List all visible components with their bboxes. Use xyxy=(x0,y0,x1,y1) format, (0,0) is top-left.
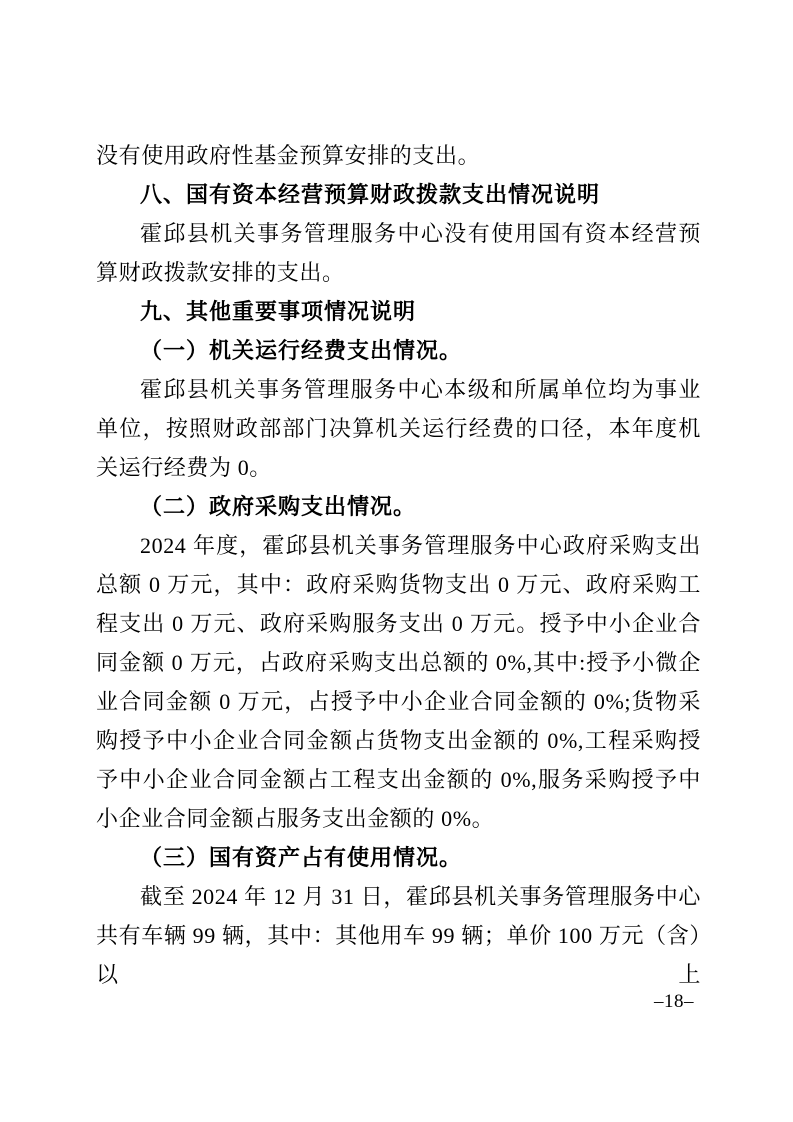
page-number: –18– xyxy=(654,991,694,1012)
paragraph-gov-fund-continuation: 没有使用政府性基金预算安排的支出。 xyxy=(96,143,481,168)
heading-section-eight: 八、国有资本经营预算财政拨款支出情况说明 xyxy=(140,182,601,207)
paragraph-state-capital-budget: 霍邱县机关事务管理服务中心没有使用国有资本经营预算财政拨款安排的支出。 xyxy=(96,221,701,285)
paragraph-government-procurement: 2024 年度，霍邱县机关事务管理服务中心政府采购支出总额 0 万元，其中：政府采购货物支出 0 万元、政府采购工程支出 0 万元、政府采购服务支出 0 万元。授予中小企业合同金额 0 万元，占政府采购支出总额的 0%,其中:授予小微企业合同金额 0 万元，占授予中小企业合同金额的 0%;货物采购授予中小企业合同金额占货物支出金额的 0%,工程采购授予中小企业合同金额占工程支出金额的 0%,服务采购授予中小企业合同金额占服务支出金额的 0%。 xyxy=(96,533,701,831)
heading-section-nine: 九、其他重要事项情况说明 xyxy=(140,299,417,324)
subheading-operating-expenses: （一）机关运行经费支出情况。 xyxy=(140,338,463,363)
paragraph-operating-expenses: 霍邱县机关事务管理服务中心本级和所属单位均为事业单位，按照财政部部门决算机关运行经费的口径，本年度机关运行经费为 0。 xyxy=(96,377,701,480)
paragraph-state-assets: 截至 2024 年 12 月 31 日，霍邱县机关事务管理服务中心共有车辆 99 辆，其中：其他用车 99 辆；单价 100 万元（含）以上 xyxy=(96,884,701,987)
subheading-state-assets: （三）国有资产占有使用情况。 xyxy=(140,845,463,870)
subheading-government-procurement: （二）政府采购支出情况。 xyxy=(140,494,417,519)
